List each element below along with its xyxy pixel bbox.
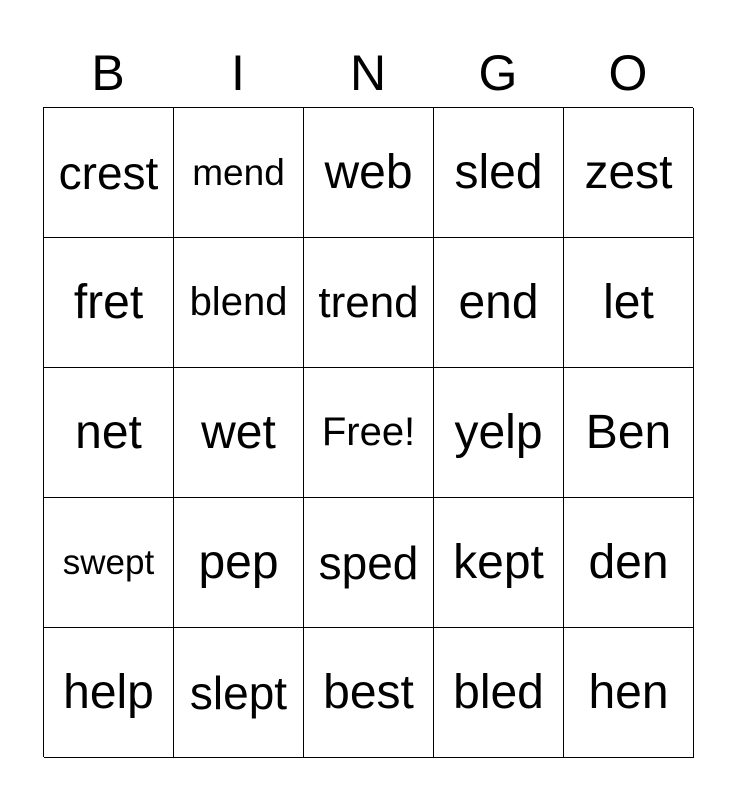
header-letter-i: I <box>231 45 245 101</box>
bingo-cell[interactable]: kept <box>434 498 564 628</box>
header-letter-b: B <box>91 45 125 101</box>
bingo-cell[interactable]: end <box>434 238 564 368</box>
bingo-cell[interactable]: let <box>564 238 694 368</box>
bingo-cell[interactable]: fret <box>44 238 174 368</box>
header-letter-n: N <box>349 45 387 101</box>
bingo-cell[interactable]: web <box>304 108 434 238</box>
bingo-cell[interactable]: crest <box>44 108 174 238</box>
bingo-cell[interactable]: den <box>564 498 694 628</box>
bingo-cell[interactable]: sled <box>434 108 564 238</box>
bingo-cell[interactable]: bled <box>434 628 564 758</box>
header-letter-o: O <box>608 45 648 101</box>
bingo-cell[interactable]: sped <box>304 498 434 628</box>
bingo-cell[interactable]: pep <box>174 498 304 628</box>
free-space-cell[interactable]: Free! <box>304 368 434 498</box>
bingo-cell[interactable]: swept <box>44 498 174 628</box>
bingo-header <box>43 40 693 106</box>
bingo-cell[interactable]: yelp <box>434 368 564 498</box>
bingo-cell[interactable]: blend <box>174 238 304 368</box>
bingo-grid <box>43 107 693 757</box>
bingo-cell[interactable]: help <box>44 628 174 758</box>
bingo-cell[interactable]: net <box>44 368 174 498</box>
bingo-cell[interactable]: best <box>304 628 434 758</box>
bingo-cell[interactable]: Ben <box>564 368 694 498</box>
bingo-cell[interactable]: trend <box>304 238 434 368</box>
bingo-cell[interactable]: hen <box>564 628 694 758</box>
header-letter-g: G <box>478 45 518 101</box>
bingo-cell[interactable]: wet <box>174 368 304 498</box>
bingo-cell[interactable]: zest <box>564 108 694 238</box>
bingo-cell[interactable]: slept <box>174 628 304 758</box>
bingo-cell[interactable]: mend <box>174 108 304 238</box>
